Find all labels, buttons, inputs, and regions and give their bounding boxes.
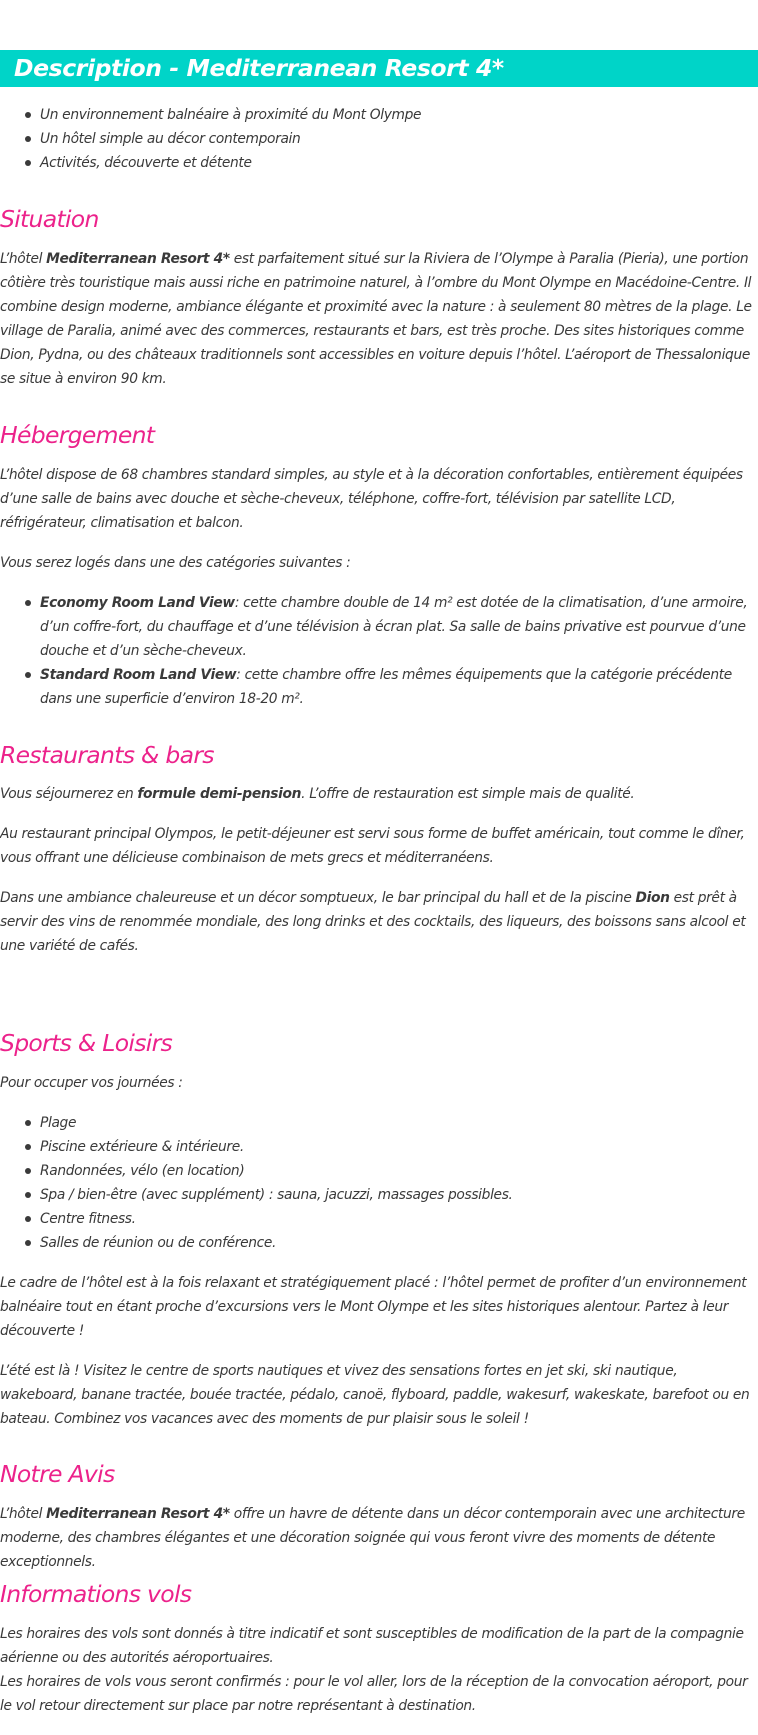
sports-heading: Sports & Loisirs <box>0 1029 173 1057</box>
sports-intro: Pour occuper vos journées : <box>0 1075 183 1091</box>
hebergement-paragraph: L’hôtel dispose de 68 chambres standard simples, au style et à la décoration confortables, entièrement équipées d’une salle de bains avec douche et sèche-cheveux, téléphone, coffre-fort, télévision par satellite LCD, réfrigérateur, climatisation et balcon. <box>0 467 743 531</box>
hebergement-heading: Hébergement <box>0 421 155 449</box>
situation-paragraph: L’hôtel Mediterranean Resort 4* est parfaitement situé sur la Riviera de l’Olympe à Paralia (Pieria), une portion côtière très touristique mais aussi riche en patrimoine naturel, à l’ombre du Mont Olympe en Macédoine-Centre. Il combine design moderne, ambiance élégante et proximité avec la nature : à seulement 80 mètres de la plage. Le village de Paralia, animé avec des commerces, restaurants et bars, est très proche. Des sites historiques comme Dion, Pydna, ou des châteaux traditionnels sont accessibles en voiture depuis l’hôtel. L’aéroport de Thessalonique se situe à environ 90 km. <box>0 251 752 387</box>
list-item: Centre fitness. <box>0 1207 758 1231</box>
room-categories-list <box>0 591 758 711</box>
restaurants-paragraph-1: Vous séjournerez en formule demi-pension. L’offre de restauration est simple mais de qualité. <box>0 786 635 802</box>
highlights-list <box>0 103 758 175</box>
restaurants-paragraph-2: Au restaurant principal Olympos, le petit-déjeuner est servi sous forme de buffet américain, tout comme le dîner, vous offrant une délicieuse combinaison de mets grecs et méditerranéens. <box>0 826 745 866</box>
list-item: Piscine extérieure & intérieure. <box>0 1135 758 1159</box>
list-item: Plage <box>0 1111 758 1135</box>
restaurants-paragraph-3: Dans une ambiance chaleureuse et un décor somptueux, le bar principal du hall et de la piscine Dion est prêt à servir des vins de renommée mondiale, des long drinks et des cocktails, des liqueurs, des boissons sans alcool et une variété de cafés. <box>0 890 746 954</box>
avis-heading: Notre Avis <box>0 1460 115 1488</box>
sports-paragraph-2: L’été est là ! Visitez le centre de sports nautiques et vivez des sensations fortes en jet ski, ski nautique, wakeboard, banane tractée, bouée tractée, pédalo, canoë, flyboard, paddle, wakesurf, wakeskate, barefoot ou en bateau. Combinez vos vacances avec des moments de pur plaisir sous le soleil ! <box>0 1363 750 1427</box>
vols-heading: Informations vols <box>0 1580 192 1608</box>
list-item: Un environnement balnéaire à proximité du Mont Olympe <box>0 103 758 127</box>
list-item: Randonnées, vélo (en location) <box>0 1159 758 1183</box>
avis-paragraph: L’hôtel Mediterranean Resort 4* offre un havre de détente dans un décor contemporain avec une architecture moderne, des chambres élégantes et une décoration soignée qui vous feront vivre des moments de détente exceptionnels. <box>0 1506 745 1570</box>
situation-heading: Situation <box>0 205 99 233</box>
sports-paragraph-1: Le cadre de l’hôtel est à la fois relaxant et stratégiquement placé : l’hôtel permet de profiter d’un environnement balnéaire tout en étant proche d’excursions vers le Mont Olympe et les sites historiques alentour. Partez à leur découverte ! <box>0 1275 747 1339</box>
list-item: Economy Room Land View: cette chambre double de 14 m² est dotée de la climatisation, d’une armoire, d’un coffre-fort, du chauffage et d’une télévision à écran plat. Sa salle de bains privative est pourvue d’une douche et d’un sèche-cheveux. <box>0 591 758 663</box>
list-item: Spa / bien-être (avec supplément) : sauna, jacuzzi, massages possibles. <box>0 1183 758 1207</box>
vols-paragraph: Les horaires des vols sont donnés à titre indicatif et sont susceptibles de modification de la part de la compagnie aérienne ou des autorités aéroportuaires. Les horaires de vols vous seront confirmés : pour le vol aller, lors de la réception de la convocation aéroport, pour le vol retour directement sur place par notre représentant à destination. <box>0 1626 748 1714</box>
sports-list <box>0 1111 758 1255</box>
restaurants-heading: Restaurants & bars <box>0 741 214 769</box>
list-item: Activités, découverte et détente <box>0 151 758 175</box>
list-item: Standard Room Land View: cette chambre offre les mêmes équipements que la catégorie précédente dans une superficie d’environ 18-20 m². <box>0 663 758 711</box>
room-categories-intro: Vous serez logés dans une des catégories suivantes : <box>0 555 351 571</box>
page-title: Description - Mediterranean Resort 4* <box>0 50 758 87</box>
list-item: Salles de réunion ou de conférence. <box>0 1231 758 1255</box>
list-item: Un hôtel simple au décor contemporain <box>0 127 758 151</box>
